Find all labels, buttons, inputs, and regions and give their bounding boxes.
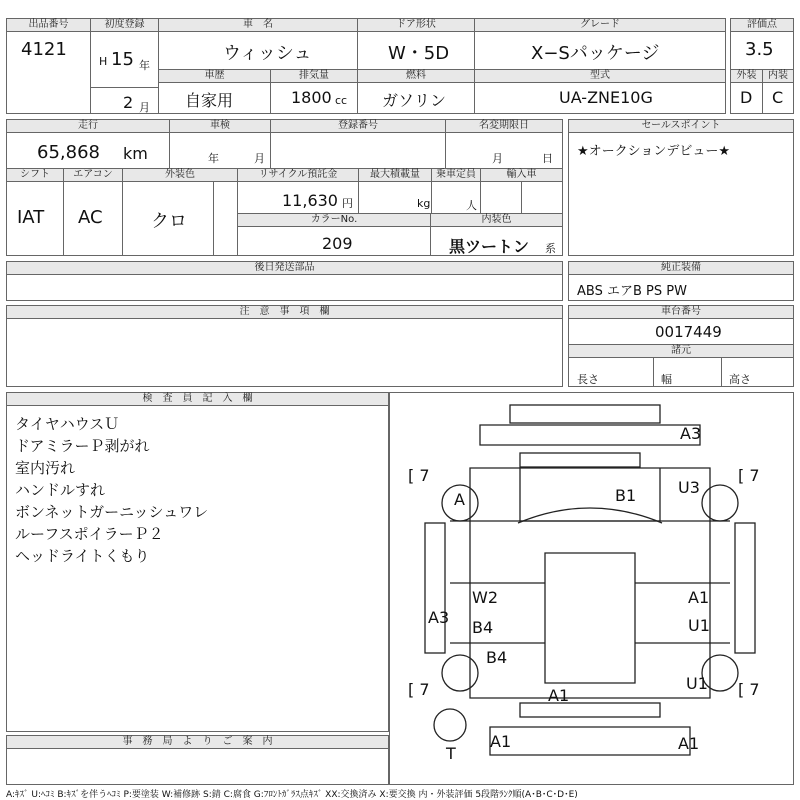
model-label: 型式 bbox=[475, 70, 725, 83]
grade-cell bbox=[474, 18, 726, 70]
inspector-note: ハンドルすれ bbox=[15, 481, 106, 499]
damage-mark: B1 bbox=[615, 486, 637, 505]
ac-cell bbox=[63, 168, 123, 256]
model-code: UA-ZNE10G bbox=[559, 88, 653, 107]
frame-cell bbox=[568, 305, 794, 345]
name-cell bbox=[158, 18, 358, 70]
inspection-label: 車検 bbox=[170, 120, 270, 133]
sales-point-label: セールスポイント bbox=[569, 120, 793, 133]
model-cell bbox=[474, 69, 726, 114]
width-label: 幅 bbox=[661, 373, 672, 386]
fuel: ガソリン bbox=[382, 91, 447, 110]
damage-diagram bbox=[389, 392, 794, 785]
equipment-label: 純正装備 bbox=[569, 262, 793, 275]
damage-mark: W2 bbox=[472, 588, 498, 607]
shift-label: シフト bbox=[7, 169, 63, 182]
lot-cell bbox=[6, 18, 91, 114]
car-diagram-svg bbox=[390, 393, 793, 784]
displacement-cell bbox=[270, 69, 358, 114]
damage-mark: A3 bbox=[680, 424, 702, 443]
color-label: 外装色 bbox=[123, 169, 237, 182]
damage-mark: A3 bbox=[428, 608, 450, 627]
int-grade: C bbox=[772, 88, 784, 107]
spec-cell bbox=[568, 344, 794, 387]
notes-label: 注 意 事 項 欄 bbox=[7, 306, 562, 319]
lot-number: 4121 bbox=[21, 39, 67, 60]
lot-label: 出品番号 bbox=[7, 19, 90, 32]
inspector-note: 室内汚れ bbox=[15, 459, 76, 477]
office-cell bbox=[6, 735, 389, 785]
tire-tread-mark: [ 7 bbox=[738, 680, 760, 699]
score-label: 評価点 bbox=[731, 19, 793, 32]
capacity-label: 乗車定員 bbox=[432, 169, 480, 182]
registration-cell bbox=[90, 18, 159, 114]
height-label: 高さ bbox=[729, 373, 751, 386]
shift-cell bbox=[6, 168, 64, 256]
load-unit: kg bbox=[417, 197, 431, 210]
legend: A:ｷｽﾞ U:ﾍｺﾐ B:ｷｽﾞを伴うﾍｺﾐ P:要塗装 W:補修跡 S:錆 C:腐食 G:ﾌﾛﾝﾄｶﾞﾗｽ点ｷｽﾞ XX:交換済み X:要交換 内・外装評価 5段階ﾗﾝｸ順(A･B･C･D･E) bbox=[6, 790, 578, 800]
inspector-cell bbox=[6, 392, 389, 732]
sales-point-cell bbox=[568, 119, 794, 256]
intcolor-label: 内装色 bbox=[431, 214, 562, 227]
import-cell bbox=[480, 168, 563, 214]
recycle-unit: 円 bbox=[342, 197, 353, 210]
fuel-label: 燃料 bbox=[358, 70, 474, 83]
color-cell bbox=[122, 168, 238, 256]
mileage-cell bbox=[6, 119, 170, 169]
recycle-label: リサイクル預託金 bbox=[238, 169, 358, 182]
damage-mark: A1 bbox=[688, 588, 710, 607]
capacity-cell bbox=[431, 168, 481, 214]
shift: IAT bbox=[17, 207, 45, 228]
damage-mark: T bbox=[446, 744, 456, 763]
int-grade-cell bbox=[762, 69, 794, 114]
reg-month: 2 bbox=[123, 93, 134, 112]
capacity-unit: 人 bbox=[466, 199, 477, 212]
damage-mark: A1 bbox=[678, 734, 700, 753]
score-cell bbox=[730, 18, 794, 70]
color-number: 209 bbox=[322, 234, 353, 253]
ac-label: エアコン bbox=[64, 169, 122, 182]
inspector-note: ルーフスポイラーＰ２ bbox=[15, 525, 164, 543]
inspector-notes bbox=[15, 413, 208, 567]
displacement-unit: cc bbox=[335, 94, 348, 107]
ext-grade-cell bbox=[730, 69, 763, 114]
inspector-note: ボンネットガーニッシュワレ bbox=[15, 503, 209, 521]
damage-mark: A1 bbox=[548, 686, 570, 705]
inspection-month-unit: 月 bbox=[254, 152, 265, 165]
colorno-label: カラーNo. bbox=[238, 214, 430, 227]
int-grade-label: 内装 bbox=[763, 70, 793, 83]
ac: AC bbox=[78, 207, 103, 228]
inspection-cell bbox=[169, 119, 271, 169]
recycle-fee: 11,630 bbox=[282, 191, 338, 210]
mileage-label: 走行 bbox=[7, 120, 169, 133]
displacement-label: 排気量 bbox=[271, 70, 357, 83]
equipment-cell bbox=[568, 261, 794, 301]
reg-month-unit: 月 bbox=[139, 101, 150, 114]
interior-color-unit: 系 bbox=[545, 242, 556, 255]
door-label: ドア形状 bbox=[358, 19, 474, 32]
load-label: 最大積載量 bbox=[359, 169, 431, 182]
inspector-note: ヘッドライトくもり bbox=[15, 547, 150, 565]
damage-mark: A1 bbox=[490, 732, 512, 751]
damage-mark: U1 bbox=[688, 616, 710, 635]
body-color: クロ bbox=[151, 211, 187, 232]
later-parts-cell bbox=[6, 261, 563, 301]
displacement: 1800 bbox=[291, 88, 332, 107]
door-cell bbox=[357, 18, 475, 70]
colorno-cell bbox=[237, 213, 431, 256]
equipment: ABS エアB PS PW bbox=[577, 284, 687, 299]
load-cell bbox=[358, 168, 432, 214]
registration-label: 初度登録 bbox=[91, 19, 158, 32]
inspection-year-unit: 年 bbox=[208, 152, 219, 165]
interior-color: 黒ツートン bbox=[449, 237, 530, 256]
tire-tread-mark: [ 7 bbox=[408, 680, 430, 699]
office-label: 事 務 局 よ り ご 案 内 bbox=[7, 736, 388, 749]
sales-point: ★オークションデビュー★ bbox=[577, 144, 731, 159]
import-label: 輸入車 bbox=[481, 169, 562, 182]
fuel-cell bbox=[357, 69, 475, 114]
car-name: ウィッシュ bbox=[223, 43, 312, 64]
regno-cell bbox=[270, 119, 446, 169]
reg-year: 15 bbox=[111, 49, 134, 70]
damage-mark: B4 bbox=[472, 618, 494, 637]
deadline-day-unit: 日 bbox=[542, 152, 553, 165]
name-label: 車 名 bbox=[159, 19, 357, 32]
damage-mark: B4 bbox=[486, 648, 508, 667]
inspector-note: タイヤハウスＵ bbox=[15, 415, 120, 433]
era: H bbox=[99, 55, 108, 68]
notes-cell bbox=[6, 305, 563, 387]
intcolor-cell bbox=[430, 213, 563, 256]
mileage: 65,868 bbox=[37, 142, 100, 163]
tire-tread-mark: [ 7 bbox=[408, 466, 430, 485]
score: 3.5 bbox=[745, 39, 774, 60]
grade-label: グレード bbox=[475, 19, 725, 32]
spec-label: 諸元 bbox=[569, 345, 793, 358]
history: 自家用 bbox=[185, 91, 234, 110]
tire-tread-mark: [ 7 bbox=[738, 466, 760, 485]
damage-mark: U1 bbox=[686, 674, 708, 693]
frame-number: 0017449 bbox=[655, 323, 722, 341]
door-type: W・5D bbox=[388, 43, 450, 64]
deadline-label: 名変期限日 bbox=[446, 120, 562, 133]
mileage-unit: km bbox=[123, 144, 148, 163]
ext-grade-label: 外装 bbox=[731, 70, 762, 83]
damage-mark: U3 bbox=[678, 478, 700, 497]
deadline-cell bbox=[445, 119, 563, 169]
damage-mark: A bbox=[454, 490, 465, 509]
inspector-label: 検 査 員 記 入 欄 bbox=[7, 393, 388, 406]
later-parts-label: 後日発送部品 bbox=[7, 262, 562, 275]
regno-label: 登録番号 bbox=[271, 120, 445, 133]
ext-grade: D bbox=[740, 88, 753, 107]
frame-label: 車台番号 bbox=[569, 306, 793, 319]
grade: X−Sパッケージ bbox=[531, 43, 660, 64]
length-label: 長さ bbox=[577, 373, 599, 386]
recycle-cell bbox=[237, 168, 359, 214]
reg-year-unit: 年 bbox=[139, 59, 150, 72]
history-label: 車歴 bbox=[159, 70, 270, 83]
history-cell bbox=[158, 69, 271, 114]
deadline-month-unit: 月 bbox=[492, 152, 503, 165]
inspector-note: ドアミラーＰ剥がれ bbox=[15, 437, 150, 455]
